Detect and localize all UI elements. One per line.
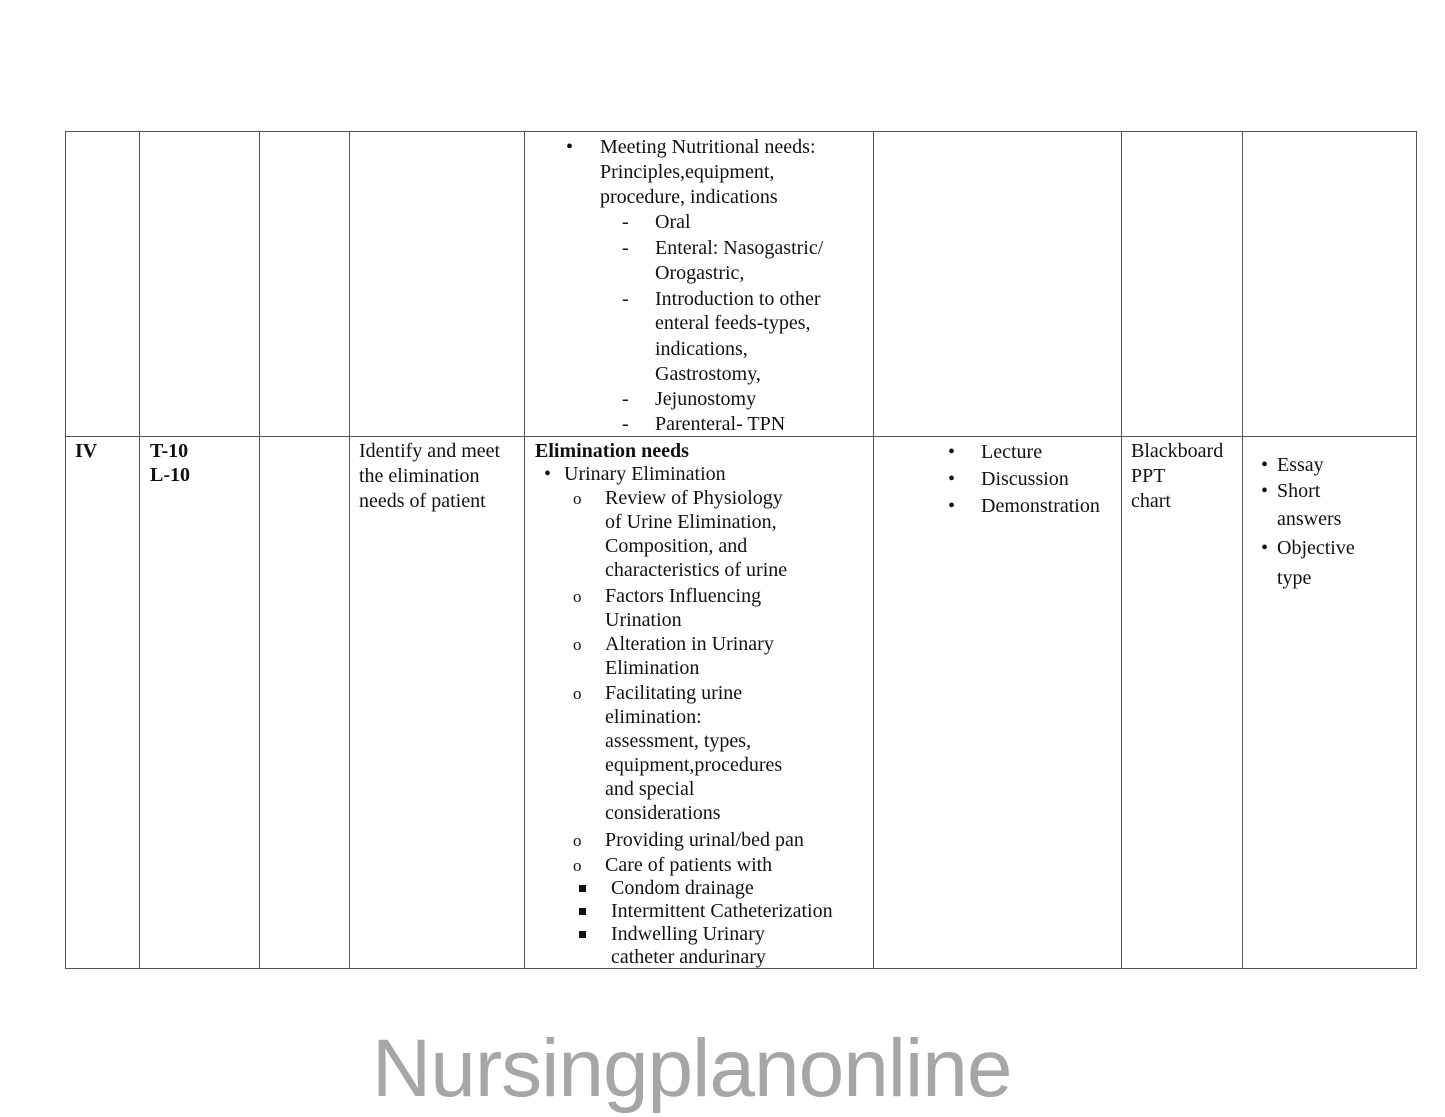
square-bullet-icon <box>579 931 586 938</box>
dash-icon: - <box>622 413 629 435</box>
subitem-line: Care of patients with <box>605 854 773 876</box>
col-divider <box>524 131 525 969</box>
col-divider <box>139 131 140 969</box>
bullet-icon: • <box>948 468 956 490</box>
square-item-line: Intermittent Catheterization <box>611 900 833 922</box>
col-divider <box>65 131 66 969</box>
bullet-icon: • <box>948 495 956 517</box>
dash-icon: - <box>622 388 629 410</box>
table-border-top <box>65 131 1417 132</box>
subitem-line: Enteral: Nasogastric/ <box>655 237 824 259</box>
col-divider <box>873 131 874 969</box>
method-item: Demonstration <box>981 495 1100 517</box>
col-divider <box>1242 131 1243 969</box>
bullet-icon: • <box>566 136 574 158</box>
subitem-line: Gastrostomy, <box>655 363 761 385</box>
circle-bullet-icon: o <box>573 831 582 850</box>
col-divider <box>259 131 260 969</box>
subitem-line: Parenteral- TPN <box>655 413 786 435</box>
col-divider <box>1121 131 1122 969</box>
aid-item: Blackboard <box>1131 440 1224 462</box>
subitem-line: indications, <box>655 338 748 360</box>
content-main-item: Urinary Elimination <box>564 463 726 485</box>
subitem-line: Urination <box>605 609 682 631</box>
circle-bullet-icon: o <box>573 684 582 703</box>
subitem-line: elimination: <box>605 706 702 728</box>
subitem-line: Composition, and <box>605 535 748 557</box>
subitem-line: Oral <box>655 211 691 233</box>
subitem-line: considerations <box>605 802 721 824</box>
circle-bullet-icon: o <box>573 489 582 508</box>
method-item: Discussion <box>981 468 1069 490</box>
row-divider <box>65 436 1417 437</box>
subitem-line: and special <box>605 778 695 800</box>
theory-hours: T-10 <box>150 440 189 462</box>
bullet-icon: • <box>1261 537 1269 559</box>
content-line: procedure, indications <box>600 186 778 208</box>
circle-bullet-icon: o <box>573 635 582 654</box>
subitem-line: assessment, types, <box>605 730 752 752</box>
subitem-line: Alteration in Urinary <box>605 633 774 655</box>
evaluation-item: Essay <box>1277 454 1324 476</box>
subitem-line: Introduction to other <box>655 288 821 310</box>
col-divider <box>349 131 350 969</box>
bullet-icon: • <box>544 463 552 485</box>
circle-bullet-icon: o <box>573 587 582 606</box>
square-item-line: Indwelling Urinary <box>611 923 765 945</box>
square-item-line: Condom drainage <box>611 877 754 899</box>
subitem-line: Factors Influencing <box>605 585 762 607</box>
dash-icon: - <box>622 211 629 233</box>
subitem-line: enteral feeds-types, <box>655 312 811 334</box>
subitem-line: characteristics of urine <box>605 559 788 581</box>
subitem-line: Review of Physiology <box>605 487 783 509</box>
square-bullet-icon <box>579 885 586 892</box>
content-line: Meeting Nutritional needs: <box>600 136 816 158</box>
subitem-line: Facilitating urine <box>605 682 743 704</box>
lab-hours: L-10 <box>150 464 190 486</box>
aid-item: chart <box>1131 490 1171 512</box>
objective-line: needs of patient <box>359 490 486 512</box>
circle-bullet-icon: o <box>573 856 582 875</box>
square-item-line: catheter andurinary <box>611 946 766 968</box>
subitem-line: Orogastric, <box>655 262 745 284</box>
subitem-line: of Urine Elimination, <box>605 511 777 533</box>
bullet-icon: • <box>1261 480 1269 502</box>
square-bullet-icon <box>579 908 586 915</box>
objective-line: the elimination <box>359 465 480 487</box>
bullet-icon: • <box>948 441 956 463</box>
objective-line: Identify and meet <box>359 440 501 462</box>
unit-number: IV <box>75 440 98 462</box>
method-item: Lecture <box>981 441 1043 463</box>
dash-icon: - <box>622 237 629 259</box>
watermark: Nursingplanonline <box>372 1023 1012 1114</box>
subitem-line: Jejunostomy <box>655 388 757 410</box>
evaluation-item: type <box>1277 567 1312 589</box>
subitem-line: Providing urinal/bed pan <box>605 829 804 851</box>
aid-item: PPT <box>1131 465 1166 487</box>
evaluation-item: answers <box>1277 508 1342 530</box>
evaluation-item: Short <box>1277 480 1321 502</box>
content-line: Principles,equipment, <box>600 161 775 183</box>
bullet-icon: • <box>1261 454 1269 476</box>
subitem-line: equipment,procedures <box>605 754 783 776</box>
col-divider <box>1416 131 1417 969</box>
subitem-line: Elimination <box>605 657 700 679</box>
content-heading: Elimination needs <box>535 440 689 462</box>
evaluation-item: Objective <box>1277 537 1355 559</box>
dash-icon: - <box>622 288 629 310</box>
